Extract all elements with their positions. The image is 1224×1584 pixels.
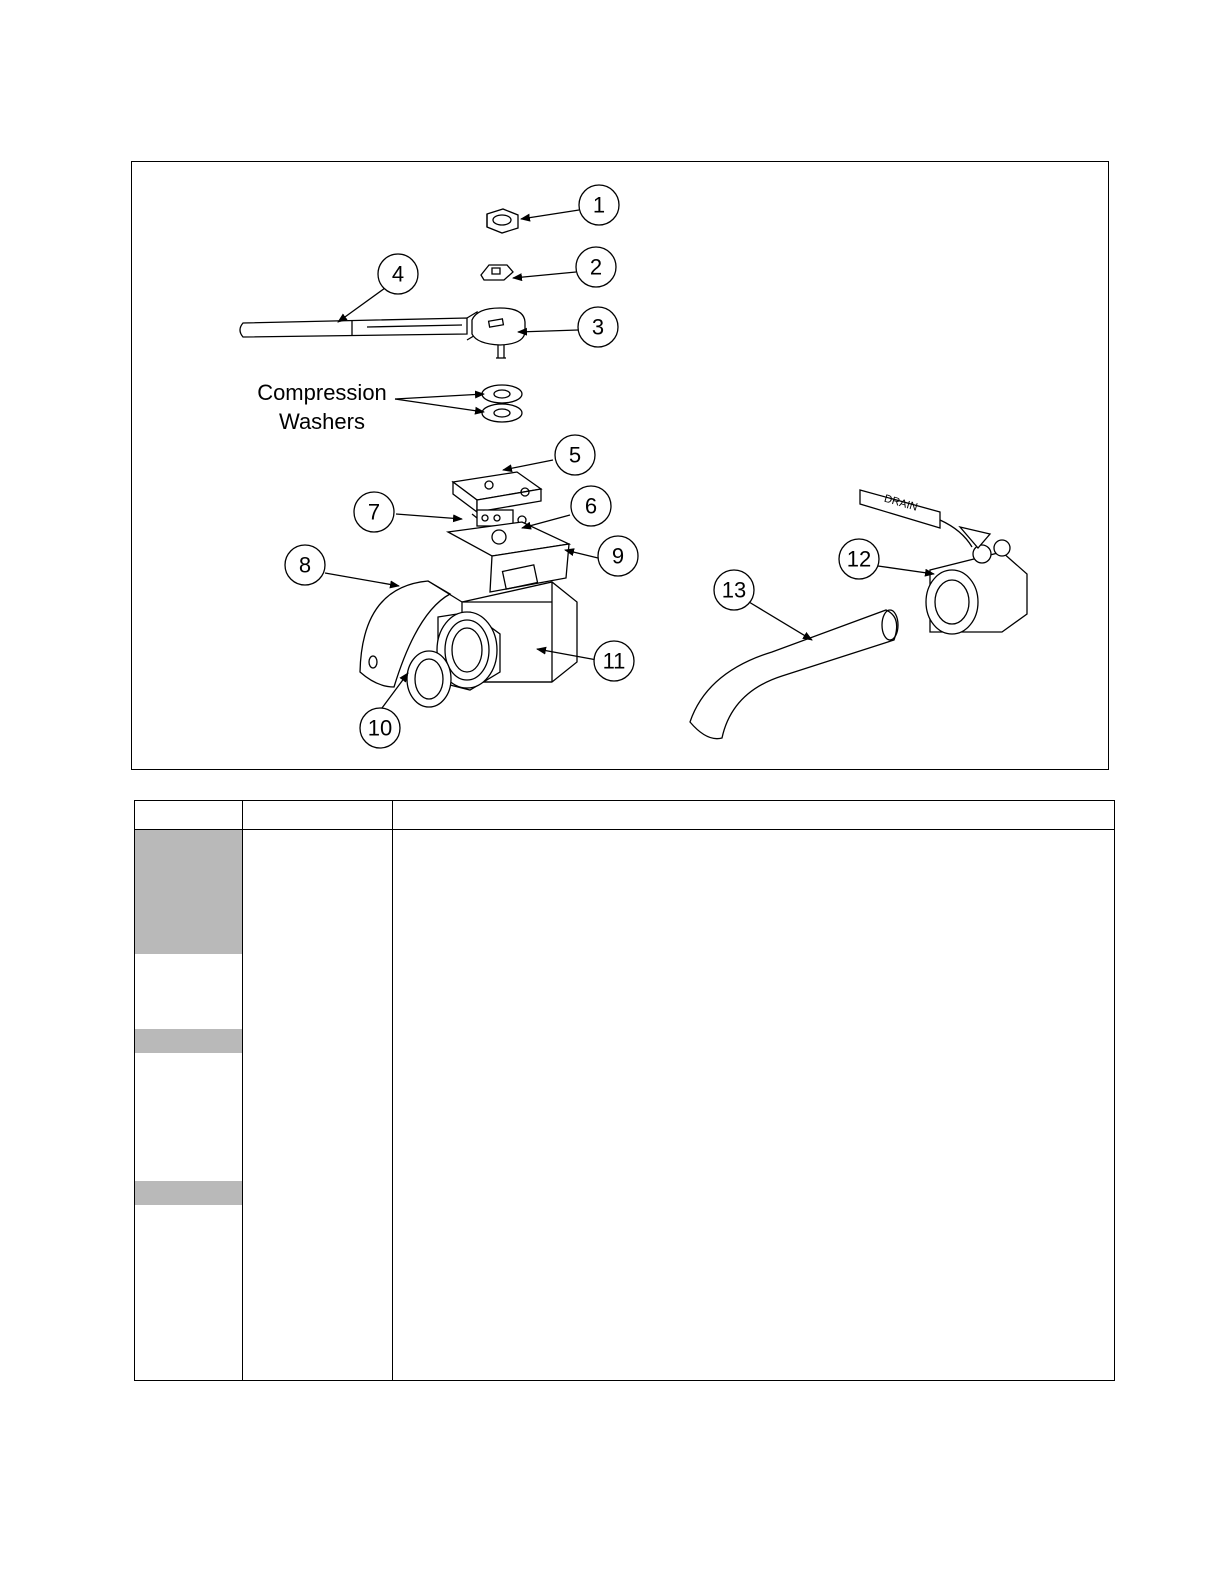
table-column-divider [392, 801, 393, 1380]
callout-2: 2 [589, 254, 603, 280]
note-line-washers: Washers [279, 409, 365, 434]
callout-12: 12 [846, 546, 872, 572]
callout-7: 7 [367, 499, 381, 525]
callout-13: 13 [721, 577, 747, 603]
parts-table [134, 800, 1115, 1381]
callout-4: 4 [391, 261, 405, 287]
callout-10: 10 [367, 715, 393, 741]
note-line-compression: Compression [257, 380, 387, 405]
part-compression-washers [482, 385, 522, 422]
part-lock-clip [481, 265, 513, 280]
table-column-divider [242, 801, 243, 1380]
callout-1: 1 [592, 192, 606, 218]
part-handle-lever [240, 312, 477, 340]
part-switch-cover [453, 472, 541, 512]
callout-6: 6 [584, 493, 598, 519]
callout-9: 9 [611, 543, 625, 569]
table-shaded-cell [135, 1181, 242, 1205]
part-seal-ring [407, 651, 451, 707]
exploded-diagram-frame [131, 161, 1109, 770]
part-handle-hub [472, 308, 525, 358]
handle-label: DRAIN [882, 492, 919, 514]
table-shaded-cell [135, 1029, 242, 1053]
table-header-divider [135, 829, 1114, 830]
table-shaded-cell [135, 830, 242, 954]
part-valve-body [437, 582, 577, 690]
exploded-parts-diagram [132, 162, 1108, 769]
callout-8: 8 [298, 552, 312, 578]
callout-5: 5 [568, 442, 582, 468]
part-mounting-bracket [448, 522, 569, 592]
part-hex-nut [487, 209, 518, 233]
callout-11: 11 [602, 648, 626, 674]
callout-3: 3 [591, 314, 605, 340]
